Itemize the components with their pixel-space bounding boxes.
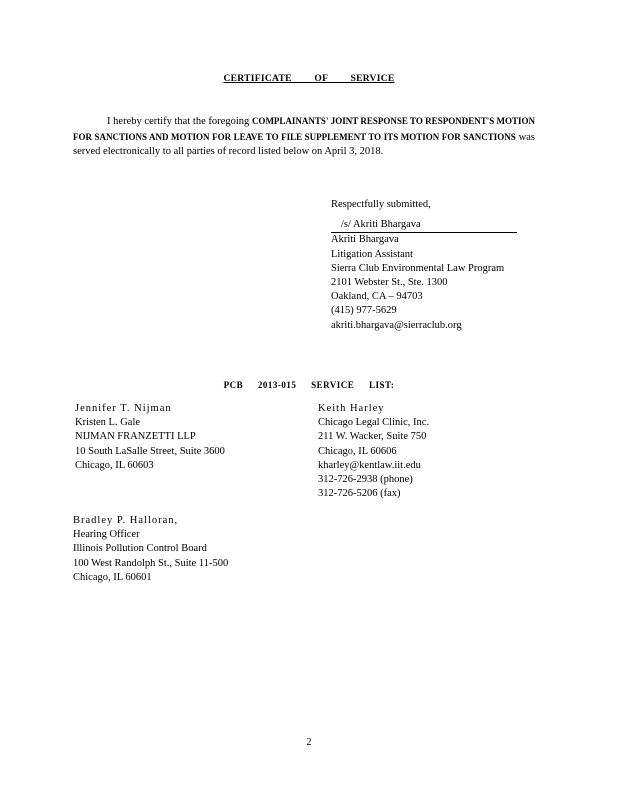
recipient-line: Bradley P. Halloran, bbox=[73, 515, 179, 526]
recipient-line: 211 W. Wacker, Suite 750 bbox=[318, 431, 427, 443]
recipient-line: Kristen L. Gale bbox=[75, 417, 141, 429]
electronic-signature: /s/ Akriti Bhargava bbox=[331, 218, 517, 233]
closing-line: Respectfully submitted, bbox=[331, 199, 431, 210]
recipient-line: NIJMAN FRANZETTI LLP bbox=[75, 431, 196, 443]
signer-organization: Sierra Club Environmental Law Program bbox=[331, 262, 505, 274]
recipient-line: Jennifer T. Nijman bbox=[75, 403, 172, 414]
recipient-line: 100 West Randolph St., Suite 11-500 bbox=[73, 557, 229, 569]
signer-title: Litigation Assistant bbox=[331, 248, 413, 260]
signer-name: Akriti Bhargava bbox=[331, 234, 399, 246]
recipient-line: Illinois Pollution Control Board bbox=[73, 543, 207, 555]
signer-phone: (415) 977-5629 bbox=[331, 305, 397, 317]
document-name: COMPLAINANTS' JOINT RESPONSE TO RESPONDENT'S MOTION FOR SANCTIONS AND MOTION FOR LEAVE TO FILE SUPPLEMENT TO ITS MOTION FOR SANCTIONS bbox=[73, 116, 536, 142]
certificate-title: CERTIFICATE OF SERVICE bbox=[223, 74, 395, 84]
recipient-line: Chicago, IL 60606 bbox=[318, 445, 397, 457]
service-list-title: PCB 2013-015 SERVICE LIST: bbox=[223, 380, 395, 390]
certification-lead: I hereby certify that the foregoing bbox=[107, 116, 250, 127]
recipient-halloran bbox=[73, 514, 228, 585]
signature-block bbox=[331, 198, 517, 333]
recipient-line: Chicago Legal Clinic, Inc. bbox=[318, 417, 430, 429]
signer-email: akriti.bhargava@sierraclub.org bbox=[331, 319, 462, 331]
signer-city: Oakland, CA – 94703 bbox=[331, 291, 423, 303]
recipient-fax: 312-726-5206 (fax) bbox=[318, 488, 401, 500]
recipient-line: 10 South LaSalle Street, Suite 3600 bbox=[75, 445, 225, 457]
recipient-line: Hearing Officer bbox=[73, 529, 140, 541]
signer-street: 2101 Webster St., Ste. 1300 bbox=[331, 277, 448, 289]
page-number: 2 bbox=[306, 737, 312, 748]
recipient-line: Chicago, IL 60603 bbox=[75, 459, 154, 471]
recipient-nijman bbox=[75, 402, 225, 473]
recipient-email: kharley@kentlaw.iit.edu bbox=[318, 459, 421, 471]
recipient-line: Chicago, IL 60601 bbox=[73, 571, 152, 583]
certification-paragraph bbox=[73, 114, 535, 160]
certification-tail: was served electronically to all parties of record listed below on April 3, 2018. bbox=[73, 131, 535, 158]
recipient-phone: 312-726-2938 (phone) bbox=[318, 474, 413, 486]
recipient-line: Keith Harley bbox=[318, 403, 385, 414]
recipient-harley bbox=[318, 402, 429, 501]
